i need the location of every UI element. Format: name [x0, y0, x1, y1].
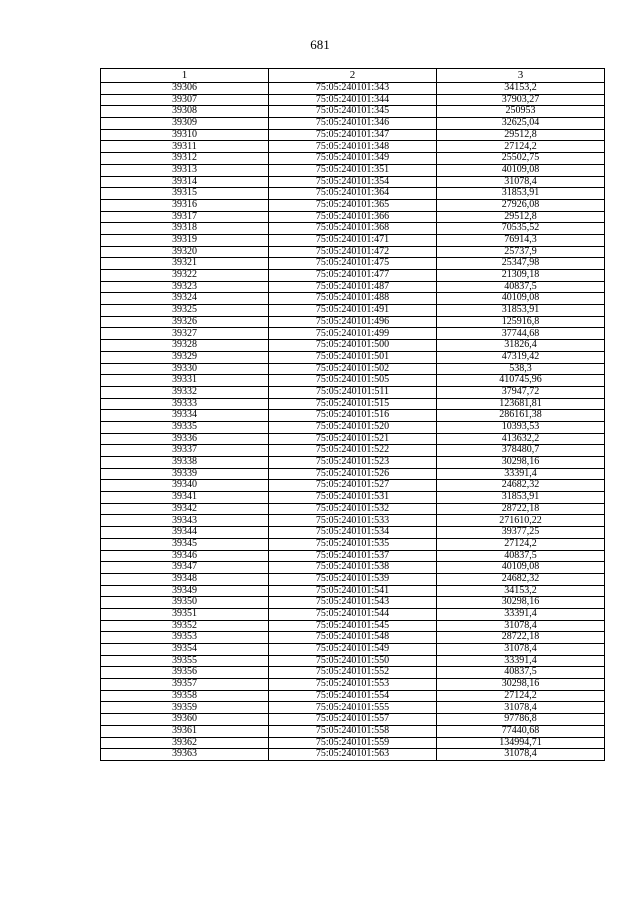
cadastral-number-cell: 75:05:240101:345	[269, 106, 437, 118]
table-body	[101, 83, 605, 761]
table-row	[101, 188, 605, 200]
row-number-cell: 39312	[101, 153, 269, 165]
table-row	[101, 632, 605, 644]
cadastral-number-cell: 75:05:240101:471	[269, 234, 437, 246]
row-number-cell: 39357	[101, 679, 269, 691]
value-cell: 31078,4	[437, 749, 605, 761]
value-cell: 25737,9	[437, 246, 605, 258]
value-cell: 40837,5	[437, 281, 605, 293]
value-cell: 31853,91	[437, 305, 605, 317]
table-row	[101, 211, 605, 223]
table-row	[101, 585, 605, 597]
table-row	[101, 305, 605, 317]
cadastral-number-cell: 75:05:240101:552	[269, 667, 437, 679]
row-number-cell: 39351	[101, 608, 269, 620]
value-cell: 286161,38	[437, 410, 605, 422]
value-cell: 30298,16	[437, 597, 605, 609]
cadastral-number-cell: 75:05:240101:521	[269, 433, 437, 445]
row-number-cell: 39306	[101, 83, 269, 95]
column-header-3: 3	[437, 69, 605, 83]
table-row	[101, 480, 605, 492]
row-number-cell: 39340	[101, 480, 269, 492]
cadastral-number-cell: 75:05:240101:527	[269, 480, 437, 492]
cadastral-number-cell: 75:05:240101:548	[269, 632, 437, 644]
table-row	[101, 608, 605, 620]
table-row	[101, 620, 605, 632]
table-row	[101, 457, 605, 469]
row-number-cell: 39339	[101, 468, 269, 480]
row-number-cell: 39361	[101, 725, 269, 737]
row-number-cell: 39358	[101, 690, 269, 702]
value-cell: 31078,4	[437, 702, 605, 714]
row-number-cell: 39360	[101, 714, 269, 726]
row-number-cell: 39345	[101, 538, 269, 550]
row-number-cell: 39347	[101, 562, 269, 574]
value-cell: 31078,4	[437, 176, 605, 188]
value-cell: 28722,18	[437, 503, 605, 515]
row-number-cell: 39346	[101, 550, 269, 562]
value-cell: 40109,08	[437, 164, 605, 176]
table-row	[101, 445, 605, 457]
table-row	[101, 258, 605, 270]
value-cell: 40837,5	[437, 667, 605, 679]
value-cell: 250953	[437, 106, 605, 118]
table-row	[101, 246, 605, 258]
table-row	[101, 667, 605, 679]
row-number-cell: 39356	[101, 667, 269, 679]
table-row	[101, 340, 605, 352]
cadastral-number-cell: 75:05:240101:343	[269, 83, 437, 95]
table-row	[101, 129, 605, 141]
value-cell: 33391,4	[437, 608, 605, 620]
row-number-cell: 39325	[101, 305, 269, 317]
value-cell: 29512,8	[437, 211, 605, 223]
row-number-cell: 39359	[101, 702, 269, 714]
table-row	[101, 597, 605, 609]
column-header-1: 1	[101, 69, 269, 83]
cadastral-number-cell: 75:05:240101:472	[269, 246, 437, 258]
table-row	[101, 421, 605, 433]
table-row	[101, 141, 605, 153]
row-number-cell: 39349	[101, 585, 269, 597]
cadastral-number-cell: 75:05:240101:557	[269, 714, 437, 726]
table-row	[101, 328, 605, 340]
row-number-cell: 39354	[101, 644, 269, 656]
cadastral-number-cell: 75:05:240101:348	[269, 141, 437, 153]
value-cell: 37903,27	[437, 94, 605, 106]
row-number-cell: 39322	[101, 270, 269, 282]
value-cell: 97786,8	[437, 714, 605, 726]
row-number-cell: 39316	[101, 199, 269, 211]
table-row	[101, 118, 605, 130]
value-cell: 27926,08	[437, 199, 605, 211]
cadastral-number-cell: 75:05:240101:501	[269, 351, 437, 363]
row-number-cell: 39320	[101, 246, 269, 258]
value-cell: 410745,96	[437, 375, 605, 387]
table-row	[101, 737, 605, 749]
value-cell: 378480,7	[437, 445, 605, 457]
value-cell: 37744,68	[437, 328, 605, 340]
table-row	[101, 644, 605, 656]
value-cell: 28722,18	[437, 632, 605, 644]
table-row	[101, 398, 605, 410]
table-row	[101, 83, 605, 95]
cadastral-number-cell: 75:05:240101:366	[269, 211, 437, 223]
value-cell: 27124,2	[437, 538, 605, 550]
cadastral-number-cell: 75:05:240101:365	[269, 199, 437, 211]
cadastral-number-cell: 75:05:240101:553	[269, 679, 437, 691]
cadastral-number-cell: 75:05:240101:532	[269, 503, 437, 515]
cadastral-number-cell: 75:05:240101:505	[269, 375, 437, 387]
table-row	[101, 234, 605, 246]
value-cell: 33391,4	[437, 655, 605, 667]
value-cell: 77440,68	[437, 725, 605, 737]
register-table	[100, 68, 605, 761]
cadastral-number-cell: 75:05:240101:555	[269, 702, 437, 714]
row-number-cell: 39344	[101, 527, 269, 539]
cadastral-number-cell: 75:05:240101:344	[269, 94, 437, 106]
value-cell: 31826,4	[437, 340, 605, 352]
row-number-cell: 39329	[101, 351, 269, 363]
value-cell: 31853,91	[437, 188, 605, 200]
table-row	[101, 176, 605, 188]
value-cell: 27124,2	[437, 690, 605, 702]
cadastral-number-cell: 75:05:240101:541	[269, 585, 437, 597]
table-row	[101, 94, 605, 106]
table-row	[101, 527, 605, 539]
value-cell: 76914,3	[437, 234, 605, 246]
row-number-cell: 39317	[101, 211, 269, 223]
value-cell: 27124,2	[437, 141, 605, 153]
row-number-cell: 39352	[101, 620, 269, 632]
value-cell: 413632,2	[437, 433, 605, 445]
value-cell: 24682,32	[437, 573, 605, 585]
value-cell: 40837,5	[437, 550, 605, 562]
value-cell: 24682,32	[437, 480, 605, 492]
cadastral-number-cell: 75:05:240101:347	[269, 129, 437, 141]
cadastral-number-cell: 75:05:240101:559	[269, 737, 437, 749]
table-row	[101, 433, 605, 445]
value-cell: 31078,4	[437, 644, 605, 656]
cadastral-number-cell: 75:05:240101:534	[269, 527, 437, 539]
cadastral-number-cell: 75:05:240101:346	[269, 118, 437, 130]
table-row	[101, 153, 605, 165]
value-cell: 123681,81	[437, 398, 605, 410]
table-row	[101, 515, 605, 527]
value-cell: 21309,18	[437, 270, 605, 282]
cadastral-number-cell: 75:05:240101:491	[269, 305, 437, 317]
row-number-cell: 39363	[101, 749, 269, 761]
row-number-cell: 39321	[101, 258, 269, 270]
cadastral-number-cell: 75:05:240101:526	[269, 468, 437, 480]
table-row	[101, 270, 605, 282]
table-row	[101, 316, 605, 328]
cadastral-number-cell: 75:05:240101:522	[269, 445, 437, 457]
value-cell: 125916,8	[437, 316, 605, 328]
table-row	[101, 702, 605, 714]
row-number-cell: 39307	[101, 94, 269, 106]
table-row	[101, 562, 605, 574]
table-row	[101, 363, 605, 375]
row-number-cell: 39331	[101, 375, 269, 387]
cadastral-number-cell: 75:05:240101:544	[269, 608, 437, 620]
row-number-cell: 39342	[101, 503, 269, 515]
value-cell: 271610,22	[437, 515, 605, 527]
cadastral-number-cell: 75:05:240101:354	[269, 176, 437, 188]
table-row	[101, 199, 605, 211]
value-cell: 47319,42	[437, 351, 605, 363]
table-row	[101, 679, 605, 691]
cadastral-number-cell: 75:05:240101:550	[269, 655, 437, 667]
cadastral-number-cell: 75:05:240101:475	[269, 258, 437, 270]
cadastral-number-cell: 75:05:240101:368	[269, 223, 437, 235]
table-row	[101, 725, 605, 737]
cadastral-number-cell: 75:05:240101:549	[269, 644, 437, 656]
cadastral-number-cell: 75:05:240101:545	[269, 620, 437, 632]
cadastral-number-cell: 75:05:240101:488	[269, 293, 437, 305]
table-row	[101, 223, 605, 235]
value-cell: 34153,2	[437, 83, 605, 95]
table-row	[101, 492, 605, 504]
value-cell: 32625,04	[437, 118, 605, 130]
cadastral-number-cell: 75:05:240101:364	[269, 188, 437, 200]
cadastral-number-cell: 75:05:240101:499	[269, 328, 437, 340]
row-number-cell: 39343	[101, 515, 269, 527]
row-number-cell: 39353	[101, 632, 269, 644]
row-number-cell: 39350	[101, 597, 269, 609]
table-row	[101, 351, 605, 363]
value-cell: 39377,25	[437, 527, 605, 539]
row-number-cell: 39330	[101, 363, 269, 375]
table-header	[101, 69, 605, 83]
cadastral-number-cell: 75:05:240101:477	[269, 270, 437, 282]
value-cell: 31853,91	[437, 492, 605, 504]
row-number-cell: 39338	[101, 457, 269, 469]
row-number-cell: 39311	[101, 141, 269, 153]
row-number-cell: 39319	[101, 234, 269, 246]
row-number-cell: 39341	[101, 492, 269, 504]
row-number-cell: 39318	[101, 223, 269, 235]
cadastral-number-cell: 75:05:240101:349	[269, 153, 437, 165]
value-cell: 25502,75	[437, 153, 605, 165]
cadastral-number-cell: 75:05:240101:516	[269, 410, 437, 422]
table-row	[101, 386, 605, 398]
table-row	[101, 106, 605, 118]
value-cell: 37947,72	[437, 386, 605, 398]
value-cell: 40109,08	[437, 293, 605, 305]
table-row	[101, 573, 605, 585]
value-cell: 31078,4	[437, 620, 605, 632]
cadastral-number-cell: 75:05:240101:538	[269, 562, 437, 574]
table-row	[101, 281, 605, 293]
value-cell: 34153,2	[437, 585, 605, 597]
value-cell: 25347,98	[437, 258, 605, 270]
cadastral-number-cell: 75:05:240101:520	[269, 421, 437, 433]
cadastral-number-cell: 75:05:240101:487	[269, 281, 437, 293]
cadastral-number-cell: 75:05:240101:515	[269, 398, 437, 410]
cadastral-number-cell: 75:05:240101:543	[269, 597, 437, 609]
value-cell: 538,3	[437, 363, 605, 375]
value-cell: 30298,16	[437, 457, 605, 469]
cadastral-number-cell: 75:05:240101:523	[269, 457, 437, 469]
value-cell: 134994,71	[437, 737, 605, 749]
cadastral-number-cell: 75:05:240101:558	[269, 725, 437, 737]
row-number-cell: 39362	[101, 737, 269, 749]
row-number-cell: 39324	[101, 293, 269, 305]
cadastral-number-cell: 75:05:240101:535	[269, 538, 437, 550]
table-row	[101, 468, 605, 480]
table-row	[101, 410, 605, 422]
cadastral-number-cell: 75:05:240101:554	[269, 690, 437, 702]
row-number-cell: 39334	[101, 410, 269, 422]
row-number-cell: 39314	[101, 176, 269, 188]
table-row	[101, 749, 605, 761]
table-row	[101, 690, 605, 702]
row-number-cell: 39332	[101, 386, 269, 398]
table-row	[101, 714, 605, 726]
table-row	[101, 164, 605, 176]
cadastral-number-cell: 75:05:240101:351	[269, 164, 437, 176]
row-number-cell: 39313	[101, 164, 269, 176]
cadastral-number-cell: 75:05:240101:502	[269, 363, 437, 375]
row-number-cell: 39323	[101, 281, 269, 293]
table-row	[101, 503, 605, 515]
cadastral-number-cell: 75:05:240101:537	[269, 550, 437, 562]
cadastral-number-cell: 75:05:240101:563	[269, 749, 437, 761]
value-cell: 29512,8	[437, 129, 605, 141]
table-row	[101, 375, 605, 387]
value-cell: 10393,53	[437, 421, 605, 433]
row-number-cell: 39355	[101, 655, 269, 667]
page-number: 681	[310, 37, 330, 52]
value-cell: 40109,08	[437, 562, 605, 574]
value-cell: 70535,52	[437, 223, 605, 235]
header-row	[101, 69, 605, 83]
table-row	[101, 655, 605, 667]
value-cell: 33391,4	[437, 468, 605, 480]
row-number-cell: 39337	[101, 445, 269, 457]
row-number-cell: 39328	[101, 340, 269, 352]
table-row	[101, 538, 605, 550]
table-row	[101, 293, 605, 305]
cadastral-number-cell: 75:05:240101:533	[269, 515, 437, 527]
row-number-cell: 39333	[101, 398, 269, 410]
cadastral-number-cell: 75:05:240101:500	[269, 340, 437, 352]
row-number-cell: 39326	[101, 316, 269, 328]
row-number-cell: 39327	[101, 328, 269, 340]
cadastral-number-cell: 75:05:240101:496	[269, 316, 437, 328]
row-number-cell: 39310	[101, 129, 269, 141]
table-row	[101, 550, 605, 562]
row-number-cell: 39336	[101, 433, 269, 445]
column-header-2: 2	[269, 69, 437, 83]
value-cell: 30298,16	[437, 679, 605, 691]
cadastral-number-cell: 75:05:240101:539	[269, 573, 437, 585]
row-number-cell: 39315	[101, 188, 269, 200]
cadastral-number-cell: 75:05:240101:511	[269, 386, 437, 398]
row-number-cell: 39335	[101, 421, 269, 433]
row-number-cell: 39348	[101, 573, 269, 585]
row-number-cell: 39308	[101, 106, 269, 118]
cadastral-number-cell: 75:05:240101:531	[269, 492, 437, 504]
row-number-cell: 39309	[101, 118, 269, 130]
